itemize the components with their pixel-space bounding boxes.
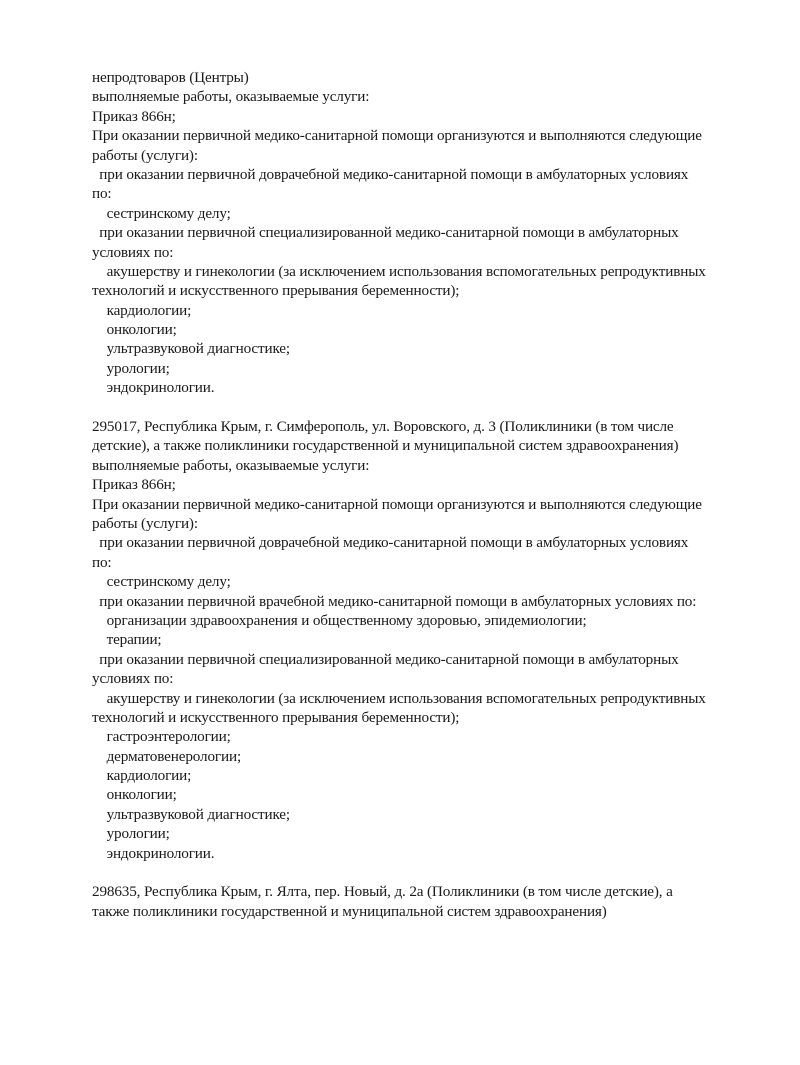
text-line: по: xyxy=(92,185,112,203)
address-line: 298635, Республика Крым, г. Ялта, пер. Новый, д. 2а (Поликлиники (в том числе детские), а xyxy=(92,883,673,901)
text-line: акушерству и гинекологии (за исключением использования вспомогательных репродуктивных xyxy=(92,262,706,280)
text-line: Приказ 866н; xyxy=(92,107,176,125)
text-line: эндокринологии. xyxy=(92,844,215,862)
text-line: по: xyxy=(92,553,112,571)
address-line: детские), а также поликлиники государственной и муниципальной систем здравоохранения) xyxy=(92,437,679,455)
text-line: терапии; xyxy=(92,631,162,649)
address-line: также поликлиники государственной и муниципальной систем здравоохранения) xyxy=(92,902,607,920)
paragraph-spacer xyxy=(92,863,764,882)
text-line: условиях по: xyxy=(92,670,174,688)
text-line: кардиологии; xyxy=(92,301,192,319)
text-line: кардиологии; xyxy=(92,767,192,785)
text-line: сестринскому делу; xyxy=(92,204,231,222)
text-line: онкологии; xyxy=(92,321,177,339)
text-line: условиях по: xyxy=(92,243,174,261)
text-line: эндокринологии. xyxy=(92,379,215,397)
text-line: работы (услуги): xyxy=(92,514,198,532)
address-line: 295017, Республика Крым, г. Симферополь, ул. Воровского, д. 3 (Поликлиники (в том числе xyxy=(92,418,674,436)
text-line: при оказании первичной доврачебной медико-санитарной помощи в амбулаторных условиях xyxy=(92,165,689,183)
text-line: При оказании первичной медико-санитарной помощи организуются и выполняются следующие xyxy=(92,495,702,513)
section-simferopol-address xyxy=(92,417,764,863)
text-line: выполняемые работы, оказываемые услуги: xyxy=(92,456,370,474)
text-line: урологии; xyxy=(92,359,170,377)
text-line: сестринскому делу; xyxy=(92,573,231,591)
text-line: при оказании первичной специализированной медико-санитарной помощи в амбулаторных xyxy=(92,224,679,242)
paragraph-spacer xyxy=(92,398,764,417)
text-line: дерматовенерологии; xyxy=(92,747,242,765)
text-line: при оказании первичной специализированной медико-санитарной помощи в амбулаторных xyxy=(92,650,679,668)
text-line: технологий и искусственного прерывания беременности); xyxy=(92,282,460,300)
text-line: ультразвуковой диагностике; xyxy=(92,340,290,358)
section-centers xyxy=(92,68,764,398)
document-page xyxy=(92,68,764,921)
text-line: технологий и искусственного прерывания беременности); xyxy=(92,708,460,726)
text-line: при оказании первичной врачебной медико-санитарной помощи в амбулаторных условиях по: xyxy=(92,592,697,610)
text-line: работы (услуги): xyxy=(92,146,198,164)
text-line: Приказ 866н; xyxy=(92,476,176,494)
text-line: гастроэнтерологии; xyxy=(92,728,231,746)
section-yalta-address xyxy=(92,882,764,921)
text-line: акушерству и гинекологии (за исключением использования вспомогательных репродуктивных xyxy=(92,689,706,707)
text-line: урологии; xyxy=(92,825,170,843)
text-line: организации здравоохранения и общественному здоровью, эпидемиологии; xyxy=(92,611,587,629)
text-line: онкологии; xyxy=(92,786,177,804)
text-line: ультразвуковой диагностике; xyxy=(92,805,290,823)
text-line: непродтоваров (Центры) xyxy=(92,69,249,86)
text-line: выполняемые работы, оказываемые услуги: xyxy=(92,88,370,106)
text-line: при оказании первичной доврачебной медико-санитарной помощи в амбулаторных условиях xyxy=(92,534,689,552)
text-line: При оказании первичной медико-санитарной помощи организуются и выполняются следующие xyxy=(92,127,702,145)
